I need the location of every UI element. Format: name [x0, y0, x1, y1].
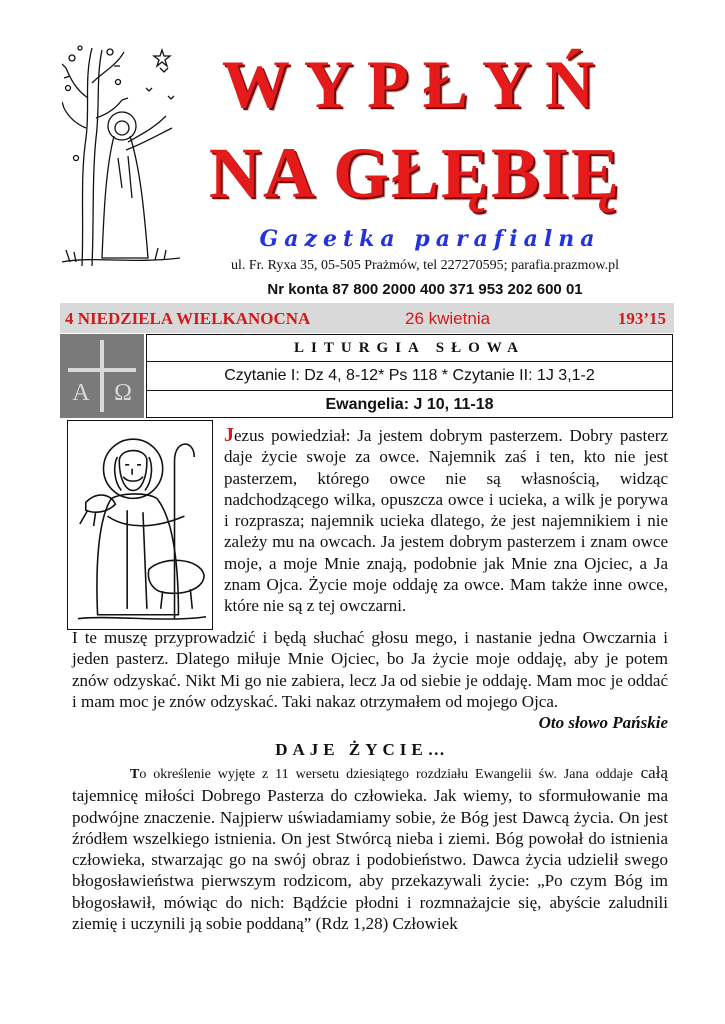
- date-bar: [60, 303, 674, 333]
- masthead-subtitle: Gazetka parafialna: [259, 226, 601, 252]
- gospel-acclamation: Oto słowo Pańskie: [531, 713, 668, 733]
- masthead-title-line2: NA GŁĘBIĘ: [208, 133, 622, 213]
- svg-text:A: A: [72, 380, 90, 406]
- liturgy-heading: LITURGIA SŁOWA: [147, 335, 672, 362]
- svg-text:Ω: Ω: [114, 380, 132, 406]
- gospel-text-wrapped: [224, 425, 668, 617]
- bank-account: Nr konta 87 800 2000 400 371 953 202 600 01: [267, 281, 583, 298]
- liturgy-box: [146, 334, 673, 418]
- alpha-omega-cross-icon: [60, 334, 144, 418]
- saint-francis-illustration: [62, 38, 180, 266]
- article-text: całą tajemnicę miłości Dobrego Pasterza do człowieka. Jak wiemy, to sformułowanie ma podwójne znaczenie. Najpierw uświadamiamy sobie, że Bóg jest Dawcą życia. On jest źródłem wszelkiego istnienia. On jest Stwórcą nieba i ziemi. Bóg powołał do istnienia człowieka, stwarzając go na swój obraz i podobieństwo. Dawca życia udzielił swego błogosławieństwa pierwszym rodzicom, aby przekazywali życie: „Po czym Bóg im błogosławił, mówiąc do nich: Bądźcie płodni i rozmnażajcie się, abyście zaludnili ziemię i uczynili ją sobie poddaną” (Rdz 1,28) Człowiek: [72, 763, 668, 934]
- gospel-initial: J: [224, 424, 234, 446]
- article-heading: DAJE ŻYCIE…: [275, 740, 450, 759]
- gospel-text-continued: I te muszę przyprowadzić i będą słuchać głosu mego, i nastanie jedna Owczarnia i jeden pasterz. Dlatego miłuje Mnie Ojciec, bo Ja życie moje oddaję, aby je potem znów odzyskać. Nikt Mi go nie zabiera, lecz Ja od siebie je oddaję. Mam moc je oddać i mam moc je znów odzyskać. Taki nakaz otrzymałem od mojego Ojca.: [72, 628, 668, 711]
- gospel-reference: Ewangelia: J 10, 11-18: [325, 396, 494, 413]
- issue-date: 26 kwietnia: [405, 309, 491, 328]
- liturgy-readings: Czytanie I: Dz 4, 8-12* Ps 118 * Czytanie II: 1J 3,1-2: [147, 362, 672, 391]
- parish-address: ul. Fr. Ryxa 35, 05-505 Prażmów, tel 227270595; parafia.prazmow.pl: [231, 258, 619, 273]
- article-body: [72, 762, 668, 934]
- issue-number: 193’15: [617, 309, 666, 328]
- gospel-text-part1: ezus powiedział: Ja jestem dobrym pasterzem. Dobry pasterz daje życie swoje za owce. Najemnik zaś i ten, kto nie jest pasterzem, którego owce nie są własnością, widząc nadchodzącego wilka, opuszcza owce i ucieka, a wilk je porywa i rozprasza; najemnik ucieka dlatego, że jest najemnikiem i nie zależy mu na owcach. Ja jestem dobrym pasterzem i znam owce moje, a moje Mnie znają, podobnie jak Mnie zna Ojciec, a Ja znam Ojca. Życie moje oddaję za owce. Mam także inne owce, które nie są z tej owczarni.: [224, 426, 668, 616]
- sunday-name: 4 NIEDZIELA WIELKANOCNA: [65, 309, 311, 328]
- good-shepherd-illustration: [67, 420, 213, 630]
- article-lead: To określenie wyjęte z 11 wersetu dziesiątego rozdziału Ewangelii św. Jana oddaje: [130, 767, 633, 782]
- masthead-title-line1: WYPŁYŃ: [221, 46, 609, 122]
